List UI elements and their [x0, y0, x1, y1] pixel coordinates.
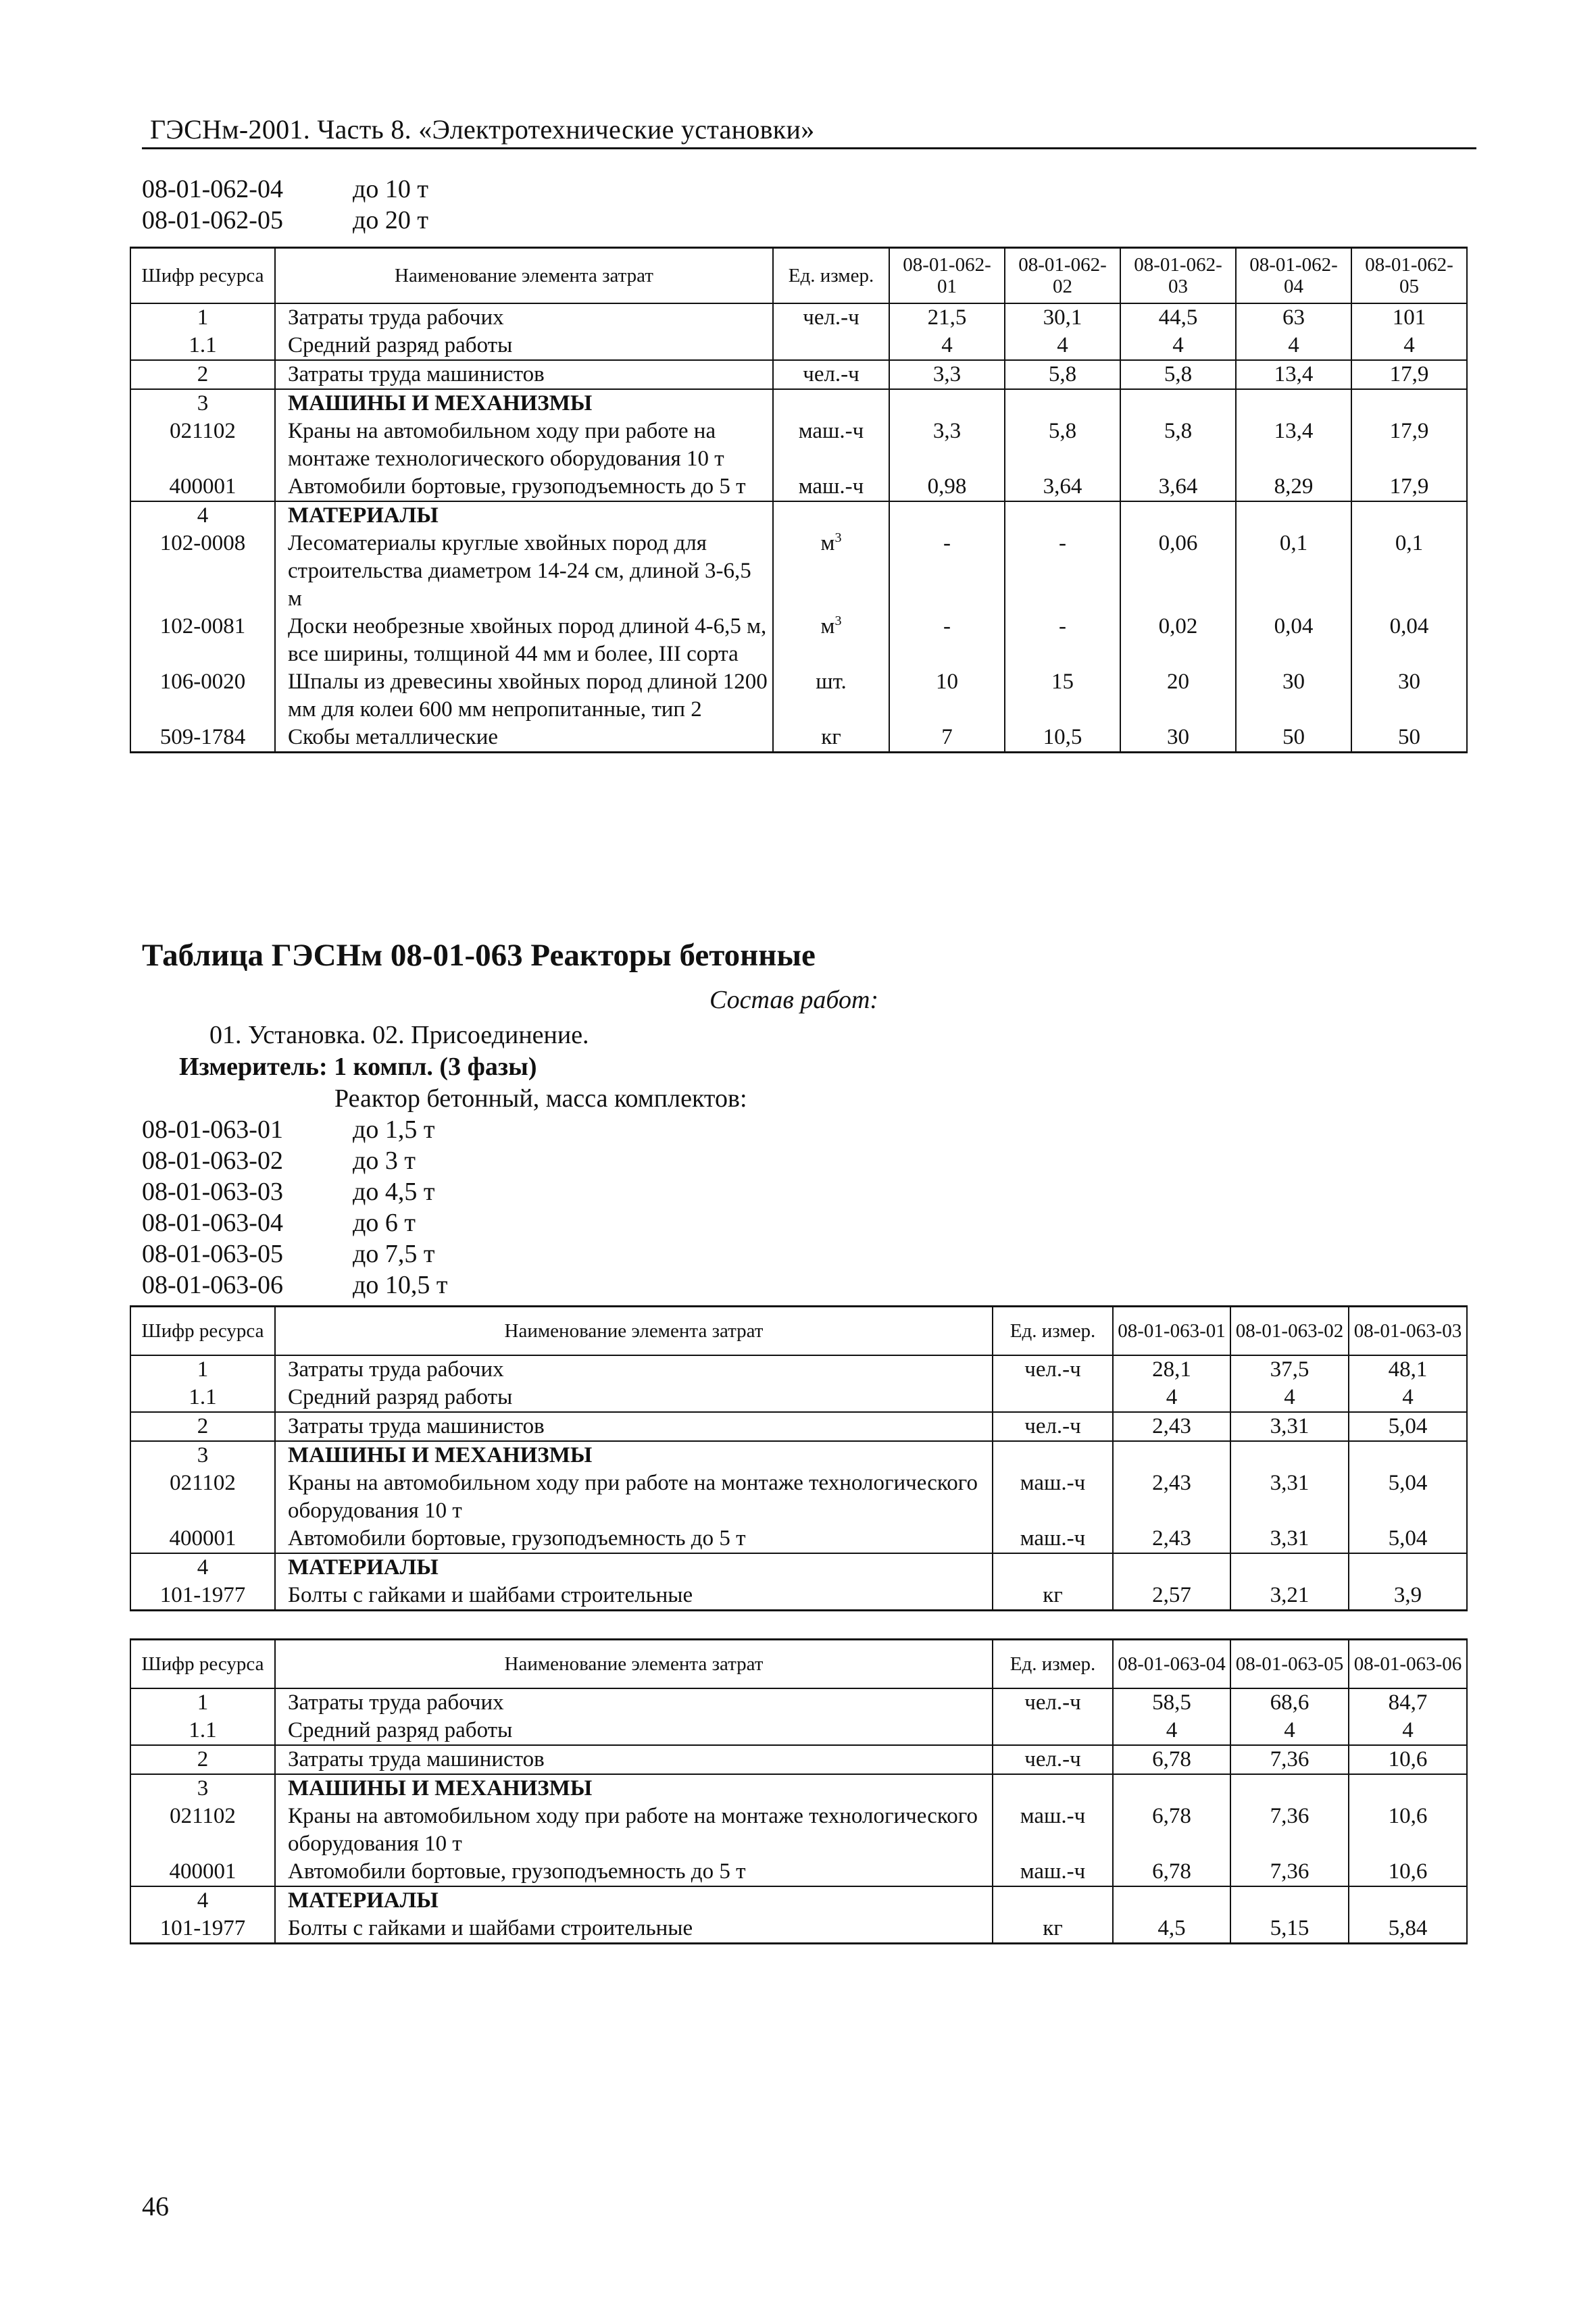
- cell-value: 5,84: [1349, 1915, 1467, 1944]
- cell-value: 28,1: [1113, 1355, 1230, 1384]
- cell-value: 17,9: [1351, 418, 1467, 473]
- cell-value: 30: [1236, 668, 1351, 724]
- cell-value: 5,15: [1230, 1915, 1349, 1944]
- meter-line: Измеритель: 1 компл. (3 фазы): [179, 1053, 537, 1081]
- cell-unit: маш.-ч: [773, 418, 889, 473]
- table-row: [130, 1582, 1467, 1611]
- cell-value: 3,3: [889, 418, 1005, 473]
- cell-unit: [773, 332, 889, 360]
- cell-code: 2: [130, 360, 275, 389]
- cell-value: -: [1005, 530, 1120, 613]
- table-row: [130, 360, 1467, 389]
- cell-code: 102-0081: [130, 613, 275, 668]
- cell-value: 10: [889, 668, 1005, 724]
- cell-name: Затраты труда машинистов: [275, 1412, 993, 1441]
- cell-value: 30: [1120, 724, 1236, 753]
- cell-name: Автомобили бортовые, грузоподъемность до 5 т: [275, 473, 773, 501]
- cell-name: Затраты труда машинистов: [275, 1745, 993, 1774]
- header-code: Шифр ресурса: [130, 248, 275, 303]
- header-col: 08-01-063-01: [1113, 1307, 1230, 1355]
- cell-value: 48,1: [1349, 1355, 1467, 1384]
- code-line: [142, 205, 283, 235]
- table-row: [130, 1886, 1467, 1915]
- code-desc: до 10,5 т: [353, 1271, 448, 1299]
- cell-value: 5,8: [1120, 418, 1236, 473]
- cell-unit: [773, 530, 889, 613]
- table-row: [130, 1745, 1467, 1774]
- cell-code: 106-0020: [130, 668, 275, 724]
- cell-value: 0,1: [1351, 530, 1467, 613]
- cell-code: 4: [130, 1553, 275, 1582]
- table-row: [130, 613, 1467, 668]
- header-col: 08-01-063-02: [1230, 1307, 1349, 1355]
- cell-value: 0,04: [1236, 613, 1351, 668]
- table-row: [130, 389, 1467, 418]
- table-row: [130, 332, 1467, 360]
- code-value: 08-01-062-05: [142, 206, 283, 234]
- header-col: 08-01-062-02: [1005, 248, 1120, 303]
- section-heading: МАШИНЫ И МЕХАНИЗМЫ: [275, 1441, 993, 1469]
- cell-value: 3,31: [1230, 1412, 1349, 1441]
- table-row: [130, 1469, 1467, 1525]
- cell-value: 3,64: [1120, 473, 1236, 501]
- cell-value: 3,31: [1230, 1525, 1349, 1553]
- cell-value: 13,4: [1236, 418, 1351, 473]
- cell-value: 10,6: [1349, 1858, 1467, 1886]
- table-row: [130, 303, 1467, 332]
- cell-name: Затраты труда рабочих: [275, 303, 773, 332]
- table-header-row: [130, 1640, 1467, 1688]
- cell-name: Краны на автомобильном ходу при работе на монтаже технологического оборудования 10 т: [275, 418, 773, 473]
- unit-superscript: 3: [834, 613, 842, 628]
- code-desc: до 10 т: [353, 175, 428, 203]
- cell-value: 7,36: [1230, 1803, 1349, 1858]
- cell-value: 30,1: [1005, 303, 1120, 332]
- cell-unit: маш.-ч: [993, 1858, 1113, 1886]
- cell-unit: [993, 1384, 1113, 1412]
- resource-table-062: [130, 247, 1468, 753]
- header-unit: Ед. измер.: [773, 248, 889, 303]
- cell-code: 021102: [130, 1803, 275, 1858]
- cell-unit: чел.-ч: [773, 303, 889, 332]
- cell-unit: [773, 613, 889, 668]
- cell-unit: чел.-ч: [993, 1688, 1113, 1717]
- code-value: 08-01-063-06: [142, 1271, 283, 1299]
- cell-value: 4: [1120, 332, 1236, 360]
- cell-value: 8,29: [1236, 473, 1351, 501]
- cell-value: 0,98: [889, 473, 1005, 501]
- table-header-row: [130, 248, 1467, 303]
- cell-value: 5,04: [1349, 1525, 1467, 1553]
- table-header-row: [130, 1307, 1467, 1355]
- unit-base: м: [820, 613, 835, 638]
- cell-value: 7,36: [1230, 1745, 1349, 1774]
- cell-value: 0,02: [1120, 613, 1236, 668]
- table-row: [130, 1688, 1467, 1717]
- cell-name: Доски необрезные хвойных пород длиной 4-6,5 м, все ширины, толщиной 44 мм и более, III сорта: [275, 613, 773, 668]
- cell-code: 509-1784: [130, 724, 275, 753]
- cell-value: 37,5: [1230, 1355, 1349, 1384]
- cell-value: 3,31: [1230, 1469, 1349, 1525]
- cell-code: 021102: [130, 418, 275, 473]
- work-description: 01. Установка. 02. Присоединение.: [209, 1021, 589, 1049]
- cell-value: 30: [1351, 668, 1467, 724]
- cell-name: Средний разряд работы: [275, 1384, 993, 1412]
- header-col: 08-01-062-04: [1236, 248, 1351, 303]
- header-col: 08-01-063-05: [1230, 1640, 1349, 1688]
- cell-code: 400001: [130, 1525, 275, 1553]
- table-row: [130, 1441, 1467, 1469]
- cell-value: 0,04: [1351, 613, 1467, 668]
- cell-value: 2,43: [1113, 1525, 1230, 1553]
- header-name: Наименование элемента затрат: [275, 1307, 993, 1355]
- cell-value: -: [889, 530, 1005, 613]
- cell-value: 20: [1120, 668, 1236, 724]
- cell-value: 4: [1349, 1717, 1467, 1745]
- cell-unit: шт.: [773, 668, 889, 724]
- resource-table-063-a: [130, 1305, 1468, 1611]
- header-rule: [142, 147, 1476, 149]
- cell-unit: чел.-ч: [993, 1355, 1113, 1384]
- unit-base: м: [820, 530, 835, 555]
- cell-name: Шпалы из древесины хвойных пород длиной 1200 мм для колеи 600 мм непропитанные, тип 2: [275, 668, 773, 724]
- cell-value: 50: [1236, 724, 1351, 753]
- table-row: [130, 501, 1467, 530]
- cell-name: Автомобили бортовые, грузоподъемность до 5 т: [275, 1525, 993, 1553]
- cell-code: 1: [130, 1688, 275, 1717]
- running-header: ГЭСНм-2001. Часть 8. «Электротехнические установки»: [150, 114, 815, 145]
- cell-unit: маш.-ч: [993, 1803, 1113, 1858]
- section-heading: МАТЕРИАЛЫ: [275, 1886, 993, 1915]
- cell-value: 5,04: [1349, 1469, 1467, 1525]
- code-desc: до 20 т: [353, 206, 428, 234]
- cell-name: Болты с гайками и шайбами строительные: [275, 1582, 993, 1611]
- cell-value: 4: [1113, 1717, 1230, 1745]
- cell-value: 2,43: [1113, 1469, 1230, 1525]
- header-code: Шифр ресурса: [130, 1307, 275, 1355]
- cell-value: 10,6: [1349, 1745, 1467, 1774]
- cell-value: 17,9: [1351, 360, 1467, 389]
- cell-value: 0,06: [1120, 530, 1236, 613]
- unit-superscript: 3: [834, 530, 842, 545]
- table-row: [130, 1525, 1467, 1553]
- code-desc: до 7,5 т: [353, 1240, 435, 1268]
- cell-value: 68,6: [1230, 1688, 1349, 1717]
- cell-code: 400001: [130, 1858, 275, 1886]
- cell-value: 5,8: [1005, 360, 1120, 389]
- cell-code: 3: [130, 389, 275, 418]
- item-name: Реактор бетонный, масса комплектов:: [334, 1084, 747, 1113]
- cell-value: 4: [1349, 1384, 1467, 1412]
- header-col: 08-01-063-03: [1349, 1307, 1467, 1355]
- header-col: 08-01-063-04: [1113, 1640, 1230, 1688]
- cell-code: 1: [130, 1355, 275, 1384]
- cell-name: Краны на автомобильном ходу при работе на монтаже технологического оборудования 10 т: [275, 1803, 993, 1858]
- code-value: 08-01-063-02: [142, 1147, 283, 1175]
- cell-code: 3: [130, 1441, 275, 1469]
- cell-code: 1.1: [130, 332, 275, 360]
- code-value: 08-01-063-01: [142, 1115, 283, 1144]
- header-name: Наименование элемента затрат: [275, 1640, 993, 1688]
- code-value: 08-01-063-03: [142, 1178, 283, 1206]
- header-col: 08-01-062-05: [1351, 248, 1467, 303]
- cell-unit: маш.-ч: [773, 473, 889, 501]
- cell-unit: чел.-ч: [993, 1745, 1113, 1774]
- cell-value: 17,9: [1351, 473, 1467, 501]
- code-desc: до 1,5 т: [353, 1115, 435, 1144]
- cell-value: -: [1005, 613, 1120, 668]
- table-row: [130, 1803, 1467, 1858]
- cell-name: Затраты труда машинистов: [275, 360, 773, 389]
- cell-value: 7: [889, 724, 1005, 753]
- cell-value: 7,36: [1230, 1858, 1349, 1886]
- table-row: [130, 418, 1467, 473]
- cell-code: 1.1: [130, 1717, 275, 1745]
- cell-value: 0,1: [1236, 530, 1351, 613]
- cell-name: Средний разряд работы: [275, 332, 773, 360]
- work-composition-label: Состав работ:: [709, 986, 879, 1014]
- cell-name: Болты с гайками и шайбами строительные: [275, 1915, 993, 1944]
- cell-unit: чел.-ч: [773, 360, 889, 389]
- table-row: [130, 1915, 1467, 1944]
- cell-code: 1.1: [130, 1384, 275, 1412]
- table-row: [130, 1774, 1467, 1803]
- code-value: 08-01-062-04: [142, 175, 283, 203]
- section-heading: МАШИНЫ И МЕХАНИЗМЫ: [275, 1774, 993, 1803]
- cell-code: 4: [130, 501, 275, 530]
- cell-name: Средний разряд работы: [275, 1717, 993, 1745]
- cell-value: 10,6: [1349, 1803, 1467, 1858]
- header-unit: Ед. измер.: [993, 1307, 1113, 1355]
- cell-value: 44,5: [1120, 303, 1236, 332]
- header-code: Шифр ресурса: [130, 1640, 275, 1688]
- cell-name: Скобы металлические: [275, 724, 773, 753]
- header-name: Наименование элемента затрат: [275, 248, 773, 303]
- cell-code: 021102: [130, 1469, 275, 1525]
- table-row: [130, 1858, 1467, 1886]
- cell-name: Затраты труда рабочих: [275, 1688, 993, 1717]
- cell-code: 4: [130, 1886, 275, 1915]
- section-heading: МАТЕРИАЛЫ: [275, 1553, 993, 1582]
- cell-name: Затраты труда рабочих: [275, 1355, 993, 1384]
- cell-code: 2: [130, 1412, 275, 1441]
- cell-value: 4: [1351, 332, 1467, 360]
- cell-value: 3,64: [1005, 473, 1120, 501]
- cell-value: 58,5: [1113, 1688, 1230, 1717]
- cell-name: Краны на автомобильном ходу при работе на монтаже технологического оборудования 10 т: [275, 1469, 993, 1525]
- cell-name: Лесоматериалы круглые хвойных пород для строительства диаметром 14-24 см, длиной 3-6,5 м: [275, 530, 773, 613]
- cell-unit: [993, 1717, 1113, 1745]
- cell-value: 4: [1113, 1384, 1230, 1412]
- cell-value: 4: [1236, 332, 1351, 360]
- cell-code: 101-1977: [130, 1915, 275, 1944]
- code-value: 08-01-063-04: [142, 1209, 283, 1237]
- cell-value: 3,21: [1230, 1582, 1349, 1611]
- cell-code: 3: [130, 1774, 275, 1803]
- cell-code: 1: [130, 303, 275, 332]
- cell-unit: кг: [773, 724, 889, 753]
- header-col: 08-01-062-03: [1120, 248, 1236, 303]
- cell-code: 2: [130, 1745, 275, 1774]
- table-title: Таблица ГЭСНм 08-01-063 Реакторы бетонные: [142, 938, 816, 973]
- cell-value: 4: [889, 332, 1005, 360]
- header-unit: Ед. измер.: [993, 1640, 1113, 1688]
- section-heading: МАШИНЫ И МЕХАНИЗМЫ: [275, 389, 773, 418]
- cell-value: 3,3: [889, 360, 1005, 389]
- resource-table-063-b: [130, 1638, 1468, 1944]
- cell-value: 4: [1230, 1717, 1349, 1745]
- code-desc: до 4,5 т: [353, 1178, 435, 1206]
- section-heading: МАТЕРИАЛЫ: [275, 501, 773, 530]
- cell-code: 400001: [130, 473, 275, 501]
- table-row: [130, 1412, 1467, 1441]
- cell-value: 6,78: [1113, 1803, 1230, 1858]
- cell-value: 101: [1351, 303, 1467, 332]
- cell-value: 10,5: [1005, 724, 1120, 753]
- header-col: 08-01-063-06: [1349, 1640, 1467, 1688]
- cell-value: 4: [1230, 1384, 1349, 1412]
- cell-value: 63: [1236, 303, 1351, 332]
- cell-unit: кг: [993, 1582, 1113, 1611]
- page-number: 46: [142, 2191, 169, 2221]
- code-value: 08-01-063-05: [142, 1240, 283, 1268]
- cell-value: 2,43: [1113, 1412, 1230, 1441]
- header-col: 08-01-062-01: [889, 248, 1005, 303]
- table-row: [130, 1384, 1467, 1412]
- cell-unit: маш.-ч: [993, 1469, 1113, 1525]
- cell-value: 5,8: [1120, 360, 1236, 389]
- table-row: [130, 724, 1467, 753]
- table-row: [130, 473, 1467, 501]
- code-desc: до 3 т: [353, 1147, 416, 1175]
- cell-unit: маш.-ч: [993, 1525, 1113, 1553]
- cell-value: 6,78: [1113, 1858, 1230, 1886]
- cell-unit: чел.-ч: [993, 1412, 1113, 1441]
- cell-value: 21,5: [889, 303, 1005, 332]
- cell-unit: кг: [993, 1915, 1113, 1944]
- cell-value: -: [889, 613, 1005, 668]
- cell-code: 102-0008: [130, 530, 275, 613]
- table-row: [130, 530, 1467, 613]
- table-row: [130, 1553, 1467, 1582]
- table-row: [130, 1355, 1467, 1384]
- cell-value: 2,57: [1113, 1582, 1230, 1611]
- table-row: [130, 668, 1467, 724]
- cell-value: 13,4: [1236, 360, 1351, 389]
- cell-value: 5,8: [1005, 418, 1120, 473]
- cell-value: 84,7: [1349, 1688, 1467, 1717]
- code-desc: до 6 т: [353, 1209, 416, 1237]
- cell-value: 50: [1351, 724, 1467, 753]
- table-row: [130, 1717, 1467, 1745]
- cell-name: Автомобили бортовые, грузоподъемность до 5 т: [275, 1858, 993, 1886]
- cell-value: 4,5: [1113, 1915, 1230, 1944]
- cell-value: 3,9: [1349, 1582, 1467, 1611]
- cell-value: 4: [1005, 332, 1120, 360]
- cell-value: 5,04: [1349, 1412, 1467, 1441]
- cell-value: 15: [1005, 668, 1120, 724]
- cell-code: 101-1977: [130, 1582, 275, 1611]
- cell-value: 6,78: [1113, 1745, 1230, 1774]
- code-line: [142, 174, 283, 204]
